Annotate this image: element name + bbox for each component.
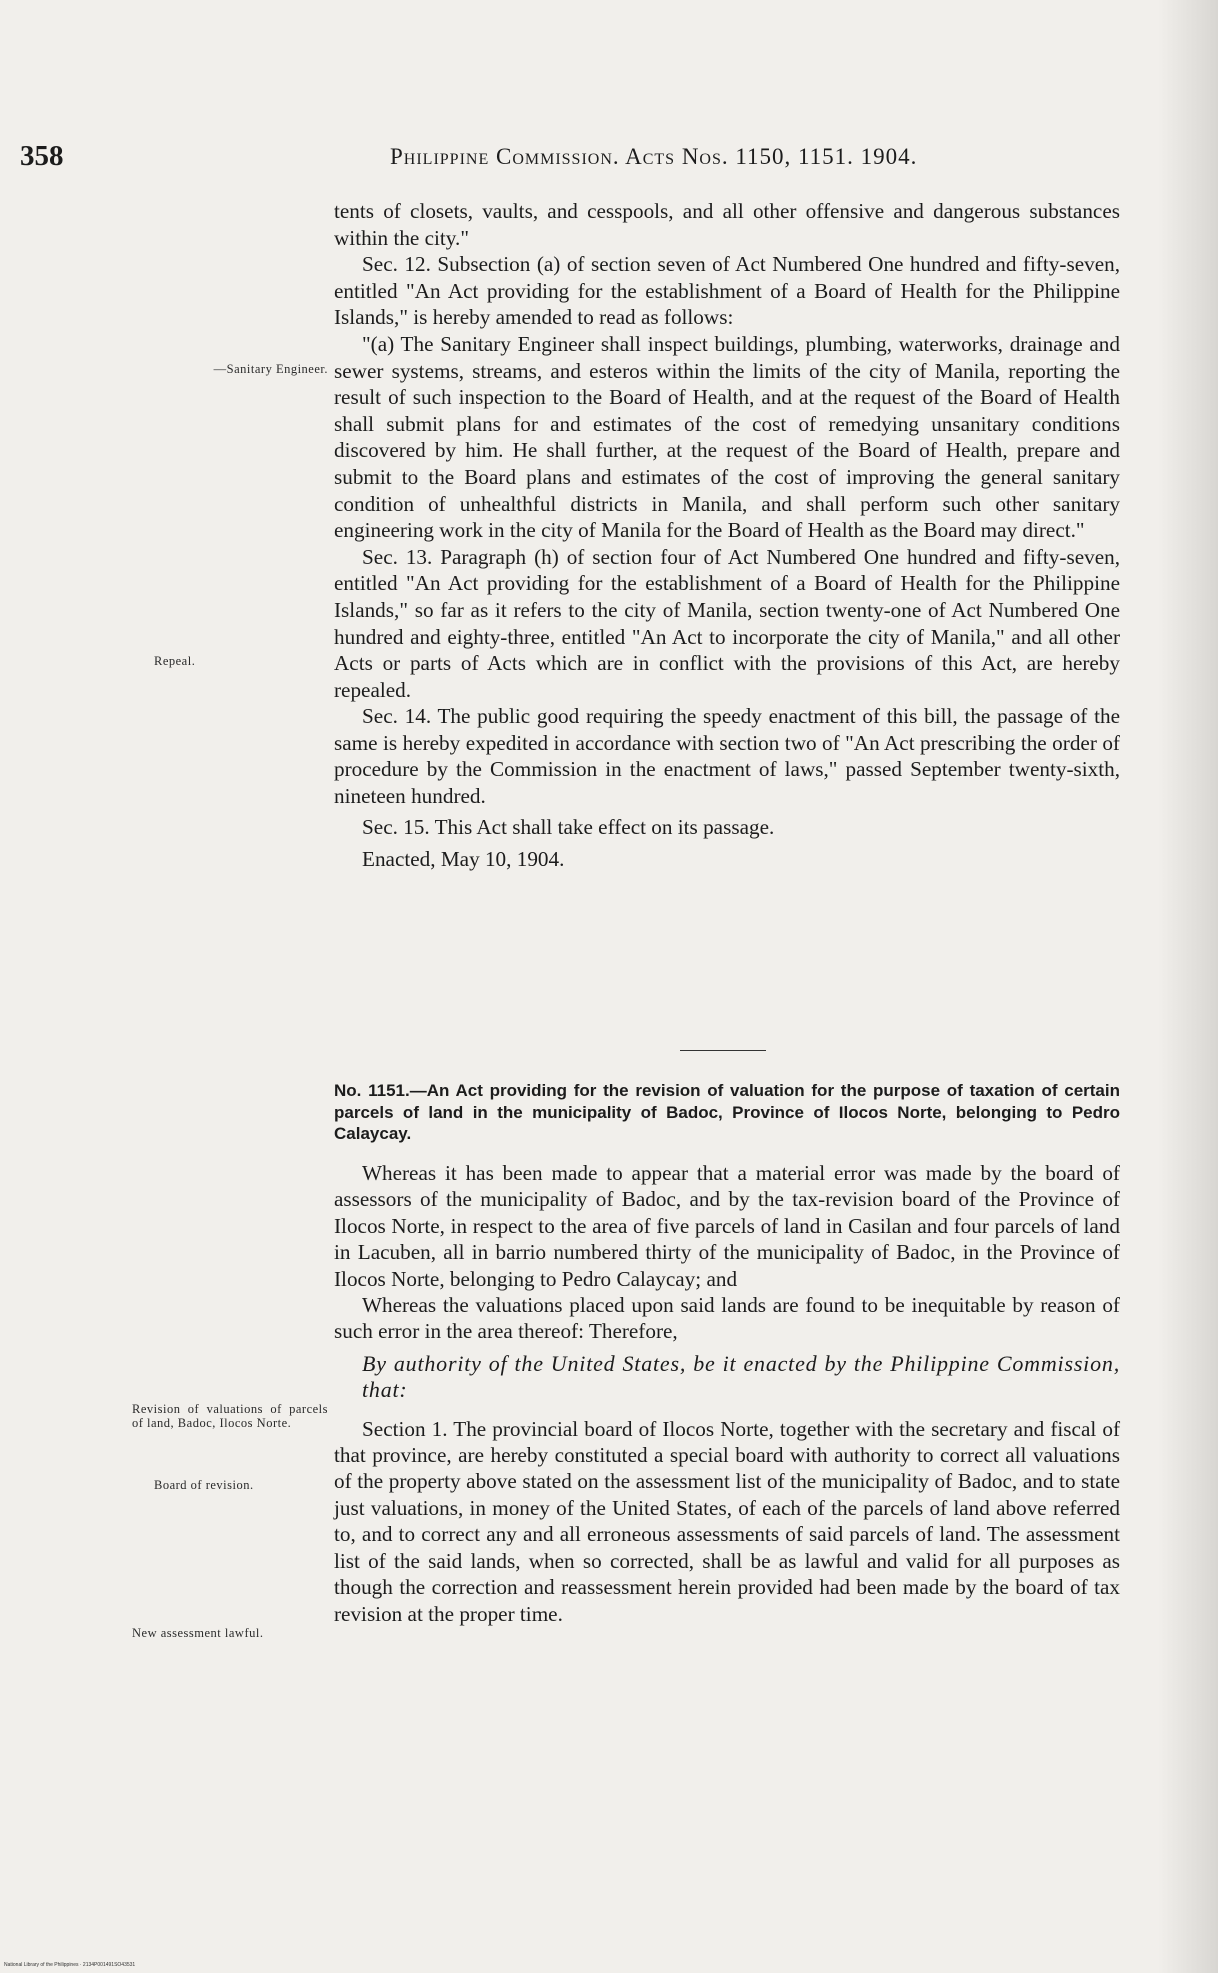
margin-note-sanitary-engineer: —Sanitary Engineer. — [213, 362, 328, 376]
margin-note-board-of-revision: Board of revision. — [154, 1478, 254, 1492]
scan-footer: National Library of the Philippines · 2134P001491SO43531 — [4, 1962, 136, 1968]
section-12: Sec. 12. Subsection (a) of section seven of Act Numbered One hundred and fifty-seven, entitled "An Act providing for the establishment of a Board of Health for the Philippine Islands," is hereby amended to read as follows: — [334, 252, 1120, 330]
section-1: Section 1. The provincial board of Ilocos Norte, together with the secretary and fiscal of that province, are hereby constituted a special board with authority to correct all valuations of the property above stated on the assessment list of the municipality of Badoc, and to state just valuations, in money of the United States, of each of the parcels of land above referred to, and to correct any and all erroneous assessments of said parcels of land. The assessment list of the said lands, when so corrected, shall be as lawful and valid for all purposes as though the correction and reassessment herein provided had been made by the board of tax revision at the proper time. — [334, 1416, 1120, 1626]
section-divider-rule — [680, 1050, 766, 1051]
margin-note-new-assessment: New assessment lawful. — [132, 1626, 264, 1640]
act-1150-text — [334, 198, 1120, 873]
section-13: Sec. 13. Paragraph (h) of section four of Act Numbered One hundred and fifty-seven, entitled "An Act providing for the establishment of a Board of Health for the Philippine Islands," so far as it refers to the city of Manila, section twenty-one of Act Numbered One hundred and eighty-three, entitled "An Act to incorporate the city of Manila," and all other Acts or parts of Acts which are in conflict with the provisions of this Act, are hereby repealed. — [334, 544, 1120, 702]
running-head: Philippine Commission. Acts Nos. 1150, 1151. 1904. — [390, 144, 918, 169]
section-15: Sec. 15. This Act shall take effect on its passage. — [362, 814, 775, 839]
act-1151-title: No. 1151.—An Act providing for the revision of valuation for the purpose of taxation of certain parcels of land in the municipality of Badoc, Province of Ilocos Norte, belonging to Pedro Calaycay. — [334, 1081, 1120, 1143]
continuation-paragraph: tents of closets, vaults, and cesspools, and all other offensive and dangerous substances within the city." — [334, 199, 1120, 250]
enacted-date: Enacted, May 10, 1904. — [362, 847, 565, 872]
margin-note-repeal: Repeal. — [154, 654, 196, 668]
section-14: Sec. 14. The public good requiring the speedy enactment of this bill, the passage of the same is hereby expedited in accordance with section two of "An Act prescribing the order of procedure by the Commission in the enactment of laws," passed September twenty-sixth, nineteen hundred. — [334, 704, 1120, 809]
section-12-quotation: "(a) The Sanitary Engineer shall inspect buildings, plumbing, waterworks, drainage and sewer systems, streams, and esteros within the limits of the city of Manila, reporting the result of such inspection to the Board of Health, and at the request of the Board of Health shall submit plans for and estimates of the cost of remedying unsanitary conditions discovered by him. He shall further, at the request of the Board of Health, prepare and submit to the Board plans and estimates of the cost of improving the general sanitary condition of unhealthful districts in Manila, and shall perform such other sanitary engineering work in the city of Manila for the Board of Health as the Board may direct." — [334, 331, 1120, 543]
margin-note-revision: Revision of valuations of parcels of land, Badoc, Ilocos Norte. — [132, 1402, 328, 1430]
page-number: 358 — [20, 140, 64, 172]
page-edge-shadow — [1158, 0, 1218, 1973]
whereas-clause-2: Whereas the valuations placed upon said lands are found to be inequitable by reason of such error in the area thereof: Therefore, — [334, 1293, 1120, 1344]
enacting-clause: By authority of the United States, be it enacted by the Philippine Commission, that: — [362, 1350, 1120, 1403]
act-1151-text — [334, 1160, 1120, 1627]
whereas-clause-1: Whereas it has been made to appear that a material error was made by the board of assessors of the municipality of Badoc, and by the tax-revision board of the Province of Ilocos Norte, in respect to the area of five parcels of land in Casilan and four parcels of land in Lacuben, all in barrio numbered thirty of the municipality of Badoc, in the Province of Ilocos Norte, belonging to Pedro Calaycay; and — [334, 1161, 1120, 1291]
page-header — [20, 140, 1120, 180]
